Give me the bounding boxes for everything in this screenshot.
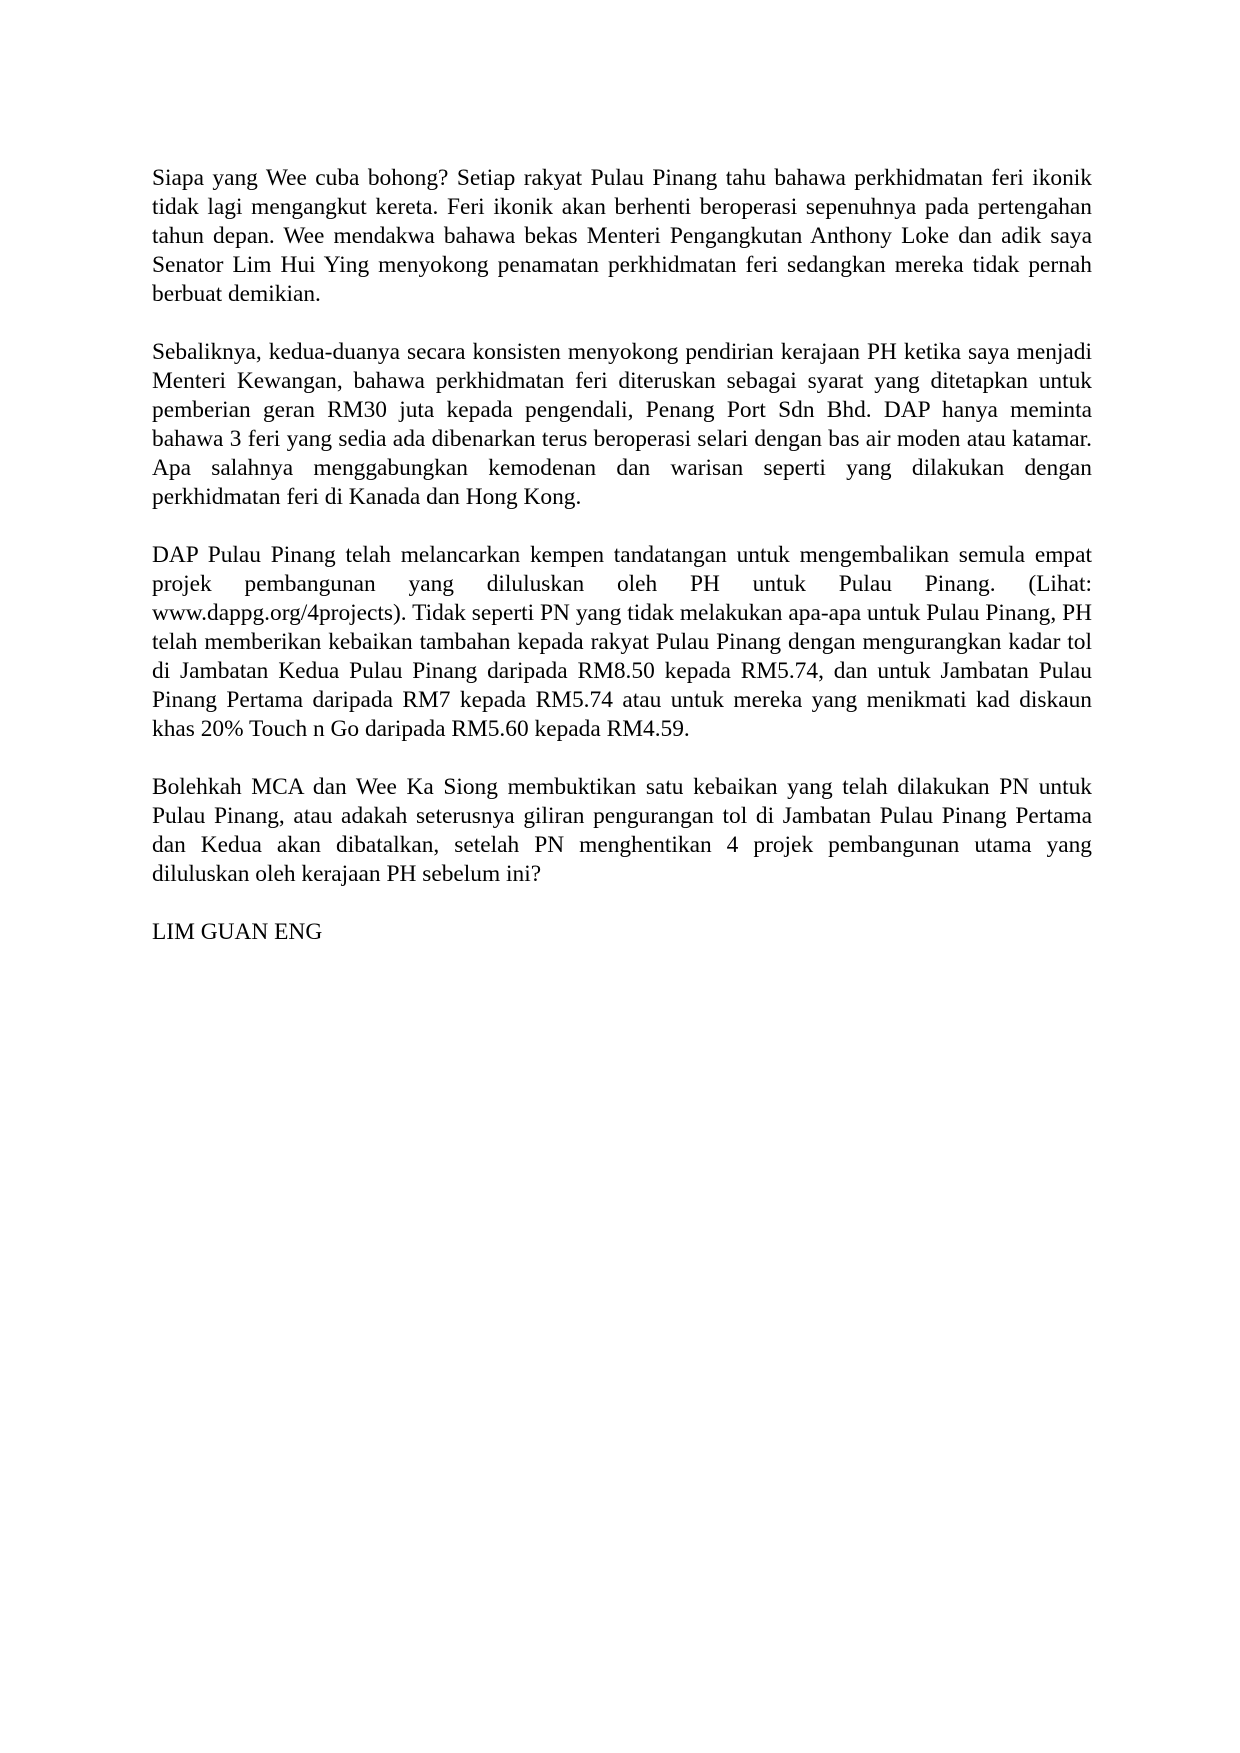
paragraph-1: Siapa yang Wee cuba bohong? Setiap rakyat Pulau Pinang tahu bahawa perkhidmatan feri ikonik tidak lagi mengangkut kereta. Feri ikonik akan berhenti beroperasi sepenuhnya pada pertengahan tahun depan. Wee mendakwa bahawa bekas Menteri Pengangkutan Anthony Loke dan adik saya Senator Lim Hui Ying menyokong penamatan perkhidmatan feri sedangkan mereka tidak pernah berbuat demikian. [152,165,1092,307]
paragraph-2: Sebaliknya, kedua-duanya secara konsisten menyokong pendirian kerajaan PH ketika saya menjadi Menteri Kewangan, bahawa perkhidmatan feri diteruskan sebagai syarat yang ditetapkan untuk pemberian geran RM30 juta kepada pengendali, Penang Port Sdn Bhd. DAP hanya meminta bahawa 3 feri yang sedia ada dibenarkan terus beroperasi selari dengan bas air moden atau katamar. Apa salahnya menggabungkan kemodenan dan warisan seperti yang dilakukan dengan perkhidmatan feri di Kanada dan Hong Kong. [152,339,1092,510]
document-body [152,164,1092,947]
signature: LIM GUAN ENG [152,919,323,945]
paragraph-4: Bolehkah MCA dan Wee Ka Siong membuktikan satu kebaikan yang telah dilakukan PN untuk Pulau Pinang, atau adakah seterusnya giliran pengurangan tol di Jambatan Pulau Pinang Pertama dan Kedua akan dibatalkan, setelah PN menghentikan 4 projek pembangunan utama yang diluluskan oleh kerajaan PH sebelum ini? [152,774,1092,887]
paragraph-3: DAP Pulau Pinang telah melancarkan kempen tandatangan untuk mengembalikan semula empat projek pembangunan yang diluluskan oleh PH untuk Pulau Pinang. (Lihat: www.dappg.org/4projects). Tidak seperti PN yang tidak melakukan apa-apa untuk Pulau Pinang, PH telah memberikan kebaikan tambahan kepada rakyat Pulau Pinang dengan mengurangkan kadar tol di Jambatan Kedua Pulau Pinang daripada RM8.50 kepada RM5.74, dan untuk Jambatan Pulau Pinang Pertama daripada RM7 kepada RM5.74 atau untuk mereka yang menikmati kad diskaun khas 20% Touch n Go daripada RM5.60 kepada RM4.59. [152,542,1092,742]
